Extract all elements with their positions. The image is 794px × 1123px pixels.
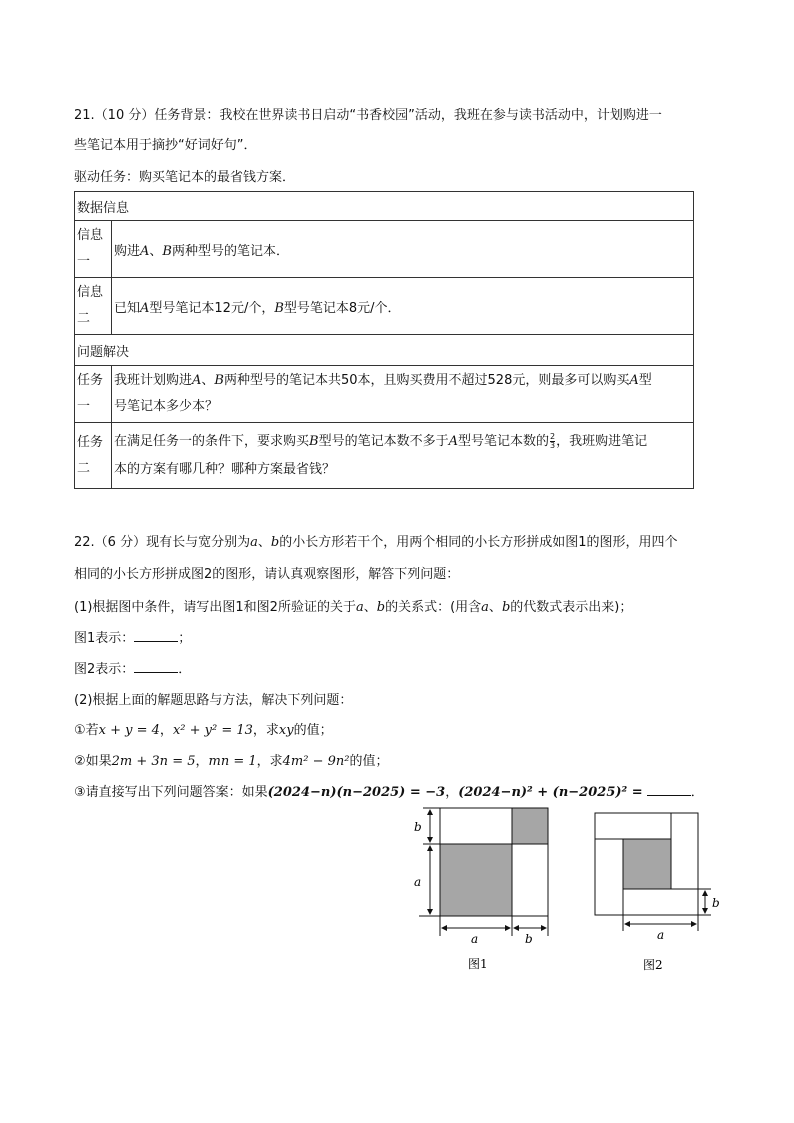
q21-line1: 21.（10 分）任务背景：我校在世界读书日启动“书香校园”活动，我班在参与读书活动中，计划购进一 [74,108,662,123]
fig2-answer-line: 图2表示： ． [74,662,192,677]
fig2-label-b: b [712,896,720,910]
q22-line2: 相同的小长方形拼成图2的图形，请认真观察图形，解答下列问题： [74,567,460,582]
info1-label: 信息一 [75,221,112,278]
q22-item2: ②如果2m + 3n = 5，mn = 1，求4m² − 9n²的值； [74,754,389,769]
q22-part2: (2)根据上面的解题思路与方法，解决下列问题： [74,693,353,708]
fig2-rect-bottom [623,889,698,915]
fig1-caption: 图1 [468,957,488,971]
fig2-label-a: a [657,928,665,942]
table-header-solve: 问题解决 [75,335,694,366]
fig2-rect-left [595,839,623,915]
fig2-caption: 图2 [643,958,663,972]
fig2-rect-right [671,813,698,889]
info2-label: 信息二 [75,278,112,335]
task2-label: 任务二 [75,423,112,489]
answer-blank-2 [134,660,178,673]
table-header-data: 数据信息 [75,192,694,221]
task1-label: 任务一 [75,366,112,423]
info1-text: 购进A、B两种型号的笔记本． [112,221,694,278]
fig1-label-b-bottom: b [525,932,533,946]
answer-blank-3 [647,783,691,796]
fraction-two-thirds: $\frac{2}{3}$ [550,431,556,450]
q21-line2: 些笔记本用于摘抄“好词好句”． [74,138,257,153]
q22-item1: ①若x + y = 4，x² + y² = 13，求xy的值； [74,723,333,738]
q22-line1: 22.（6 分）现有长与宽分别为a、b的小长方形若干个，用两个相同的小长方形拼成如图1的图形，用四个 [74,535,678,550]
q22-line3: (1)根据图中条件，请写出图1和图2所验证的关于a、b的关系式：(用含a、b的代数式表示出来)； [74,600,633,615]
fig2-rect-top [595,813,671,839]
data-table [74,191,694,489]
info2-text: 已知A型号笔记本12元/个，B型号笔记本8元/个． [112,278,694,335]
figure-1 [405,800,565,975]
task2-text: 在满足任务一的条件下，要求购买B型号的笔记本数不多于A型号笔记本数的 $\frac{2}{3}$ ，我班购进笔记 本的方案有哪几种？哪种方案最省钱？ [112,423,694,489]
fig1-label-b-side: b [414,820,422,834]
q21-line3: 驱动任务：购买笔记本的最省钱方案． [74,170,296,185]
fig1-label-a-bottom: a [471,932,479,946]
answer-blank-1 [134,629,178,642]
fig1-small-square [512,808,548,844]
fig1-label-a-side: a [414,875,422,889]
fig1-answer-line: 图1表示： ； [74,631,192,646]
figure-2 [585,805,725,977]
fig1-large-square [440,844,512,916]
fig2-center-square [623,839,671,889]
q22-item3: ③请直接写出下列问题答案：如果(2024−n)(n−2025) = −3，(2024−n)² + (n−2025)² = ． [74,785,704,800]
task1-text: 我班计划购进A、B两种型号的笔记本共50本，且购买费用不超过528元，则最多可以购买A型 号笔记本多少本？ [112,366,694,423]
